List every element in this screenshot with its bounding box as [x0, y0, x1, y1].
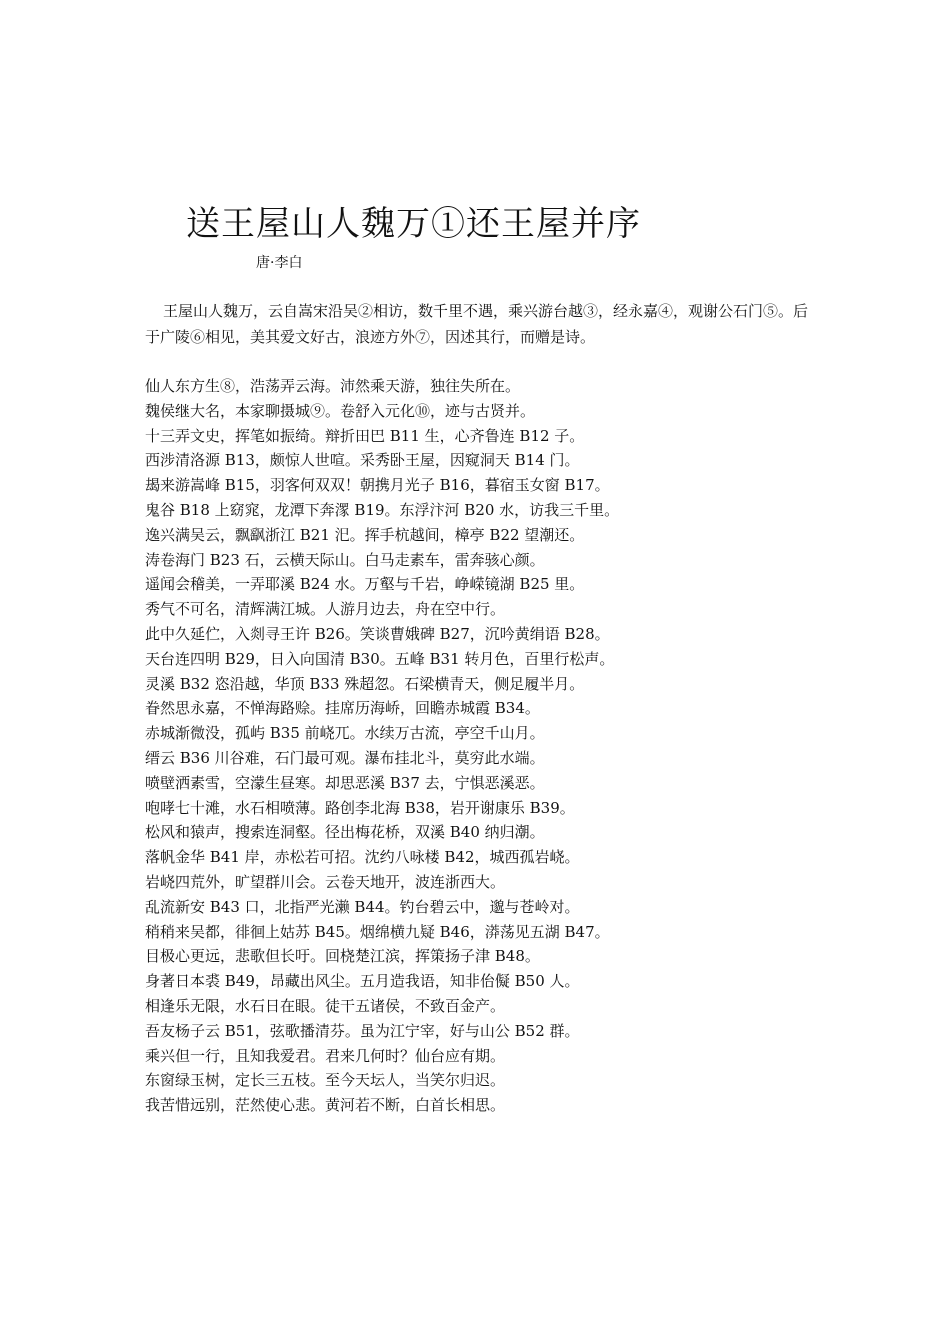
document-title: 送王屋山人魏万①还王屋并序 — [186, 204, 641, 244]
poem-line: 逸兴满吴云，飘飖浙江 B21 汜。挥手杭越间，樟亭 B22 望潮还。 — [145, 525, 585, 544]
poem-line: 西涉清洛源 B13，颇惊人世喧。采秀卧王屋，因窥洞天 B14 门。 — [145, 451, 580, 470]
poem-line: 乘兴但一行，且知我爱君。君来几何时？仙台应有期。 — [145, 1046, 506, 1065]
poem-line: 松风和猿声，搜索连洞壑。径出梅花桥，双溪 B40 纳归潮。 — [145, 823, 545, 842]
poem-line: 仙人东方生⑧，浩荡弄云海。沛然乘天游，独往失所在。 — [145, 377, 521, 395]
document-author: 唐·李白 — [256, 255, 303, 271]
poem-line: 东窗绿玉树，定长三五枝。至今天坛人，当笑尔归迟。 — [145, 1071, 506, 1090]
poem-line: 遥闻会稽美，一弄耶溪 B24 水。万壑与千岩，峥嵘镜湖 B25 里。 — [145, 575, 585, 594]
poem-line: 喷壁洒素雪，空濛生昼寒。却思恶溪 B37 去，宁惧恶溪恶。 — [145, 773, 545, 792]
poem-line: 相逢乐无限，水石日在眼。徒干五诸侯，不致百金产。 — [145, 996, 506, 1015]
poem-line: 十三弄文史，挥笔如振绮。辩折田巴 B11 生，心齐鲁连 B12 子。 — [145, 426, 585, 445]
poem-line: 吾友杨子云 B51，弦歌播清芬。虽为江宁宰，好与山公 B52 群。 — [145, 1021, 580, 1040]
poem-line: 岩峣四荒外，旷望群川会。云卷天地开，波连浙西大。 — [145, 872, 506, 891]
poem-line: 魏侯继大名，本家聊摄城⑨。卷舒入元化⑩，迹与古贤并。 — [145, 401, 536, 420]
preface-paragraph: 王屋山人魏万，云自嵩宋沿吴②相访，数千里不遇，乘兴游台越③，经永嘉④，观谢公石门⑤。后于广陵⑥相见，美其爱文好古，浪迹方外⑦，因述其行，而赠是诗。 — [145, 302, 809, 346]
poem-line: 咆哮七十滩，水石相喷薄。路创李北海 B38，岩开谢康乐 B39。 — [145, 798, 575, 817]
poem-line: 身著日本裘 B49，昂藏出风尘。五月造我语，知非佁儗 B50 人。 — [145, 972, 580, 991]
poem-line: 目极心更远，悲歌但长吁。回桡楚江滨，挥策扬子津 B48。 — [145, 947, 540, 966]
poem-line: 涛卷海门 B23 石，云横天际山。白马走素车，雷奔骇心颜。 — [145, 550, 545, 569]
poem-line: 缙云 B36 川谷难，石门最可观。瀑布挂北斗，莫穷此水端。 — [145, 748, 545, 767]
poem-line: 此中久延伫，入剡寻王许 B26。笑谈曹娥碑 B27，沉吟黄绢语 B28。 — [145, 624, 610, 643]
poem-line: 灵溪 B32 恣沿越，华顶 B33 殊超忽。石梁横青天，侧足履半月。 — [145, 674, 585, 693]
poem-line: 眷然思永嘉，不惮海路赊。挂席历海峤，回瞻赤城霞 B34。 — [145, 699, 540, 718]
poem-line: 乱流新安 B43 口，北指严光濑 B44。钓台碧云中，邈与苍岭对。 — [145, 897, 580, 916]
poem-line: 鬼谷 B18 上窈窕，龙潭下奔潈 B19。东浮汴河 B20 水，访我三千里。 — [145, 500, 620, 519]
poem-line: 秀气不可名，清辉满江城。人游月边去，舟在空中行。 — [145, 600, 506, 619]
poem-line: 我苦惜远别，茫然使心悲。黄河若不断，白首长相思。 — [145, 1096, 506, 1115]
poem-line: 稍稍来吴都，徘徊上姑苏 B45。烟绵横九疑 B46，漭荡见五湖 B47。 — [145, 922, 610, 941]
poem-body — [145, 374, 825, 1118]
poem-line: 天台连四明 B29，日入向国清 B30。五峰 B31 转月色，百里行松声。 — [145, 649, 615, 668]
poem-line: 赤城渐微没，孤屿 B35 前峣兀。水续万古流，亭空千山月。 — [145, 724, 545, 743]
poem-line: 朅来游嵩峰 B15，羽客何双双！朝携月光子 B16，暮宿玉女窗 B17。 — [145, 476, 610, 495]
poem-line: 落帆金华 B41 岸，赤松若可招。沈约八咏楼 B42，城西孤岩峣。 — [145, 848, 580, 867]
